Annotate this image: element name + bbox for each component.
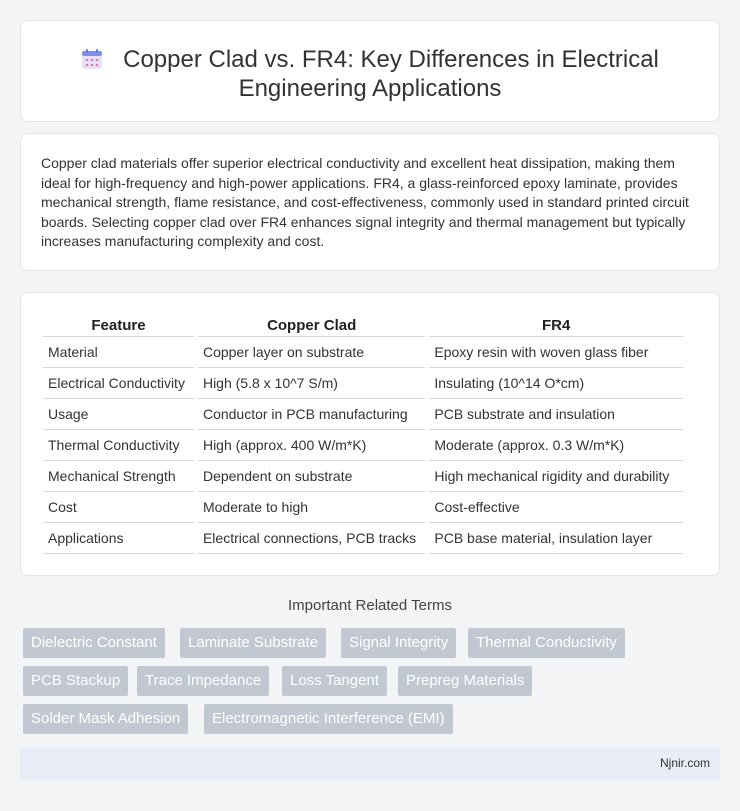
- cell-feature: Electrical Conductivity: [43, 368, 194, 399]
- calendar-icon: [81, 48, 103, 70]
- page-title-line-1: [21, 45, 719, 74]
- tag-emi[interactable]: Electromagnetic Interference (EMI): [204, 704, 453, 734]
- tag-laminate-substrate[interactable]: Laminate Substrate: [180, 628, 326, 658]
- header-copper-clad: Copper Clad: [198, 315, 425, 337]
- cell-fr4: Epoxy resin with woven glass fiber: [429, 337, 683, 368]
- cell-fr4: Insulating (10^14 O*cm): [429, 368, 683, 399]
- table-row: [43, 461, 683, 492]
- tag-loss-tangent[interactable]: Loss Tangent: [282, 666, 387, 696]
- header-feature: Feature: [43, 315, 194, 337]
- footer-site-link[interactable]: Njnir.com: [659, 756, 710, 770]
- cell-feature: Thermal Conductivity: [43, 430, 194, 461]
- cell-fr4: Cost-effective: [429, 492, 683, 523]
- cell-fr4: High mechanical rigidity and durability: [429, 461, 683, 492]
- cell-fr4: Moderate (approx. 0.3 W/m*K): [429, 430, 683, 461]
- comparison-table: [43, 315, 683, 554]
- table-row: [43, 430, 683, 461]
- table-row: [43, 399, 683, 430]
- cell-copper-clad: Moderate to high: [198, 492, 425, 523]
- tag-dielectric-constant[interactable]: Dielectric Constant: [23, 628, 165, 658]
- page-title-line-2: Engineering Applications: [238, 75, 502, 102]
- tag-solder-mask-adhesion[interactable]: Solder Mask Adhesion: [23, 704, 188, 734]
- comparison-table-card: [20, 292, 720, 576]
- cell-copper-clad: Conductor in PCB manufacturing: [198, 399, 425, 430]
- cell-fr4: PCB substrate and insulation: [429, 399, 683, 430]
- footer: [20, 747, 720, 781]
- cell-feature: Mechanical Strength: [43, 461, 194, 492]
- title-card: [20, 20, 720, 122]
- cell-copper-clad: Electrical connections, PCB tracks: [198, 523, 425, 554]
- cell-feature: Usage: [43, 399, 194, 430]
- cell-feature: Cost: [43, 492, 194, 523]
- summary-text: Copper clad materials offer superior electrical conductivity and excellent heat dissipation, making them ideal for high-frequency and high-power applications. FR4, a glass-reinforced epoxy laminate, provides mechanical strength, flame resistance, and cost-effectiveness, commonly used in standard printed circuit boards. Selecting copper clad over FR4 enhances signal integrity and thermal management but typically increases manufacturing complexity and cost.: [41, 155, 689, 249]
- related-terms-title: Important Related Terms: [288, 597, 452, 614]
- summary-card: [20, 133, 720, 271]
- tag-thermal-conductivity[interactable]: Thermal Conductivity: [468, 628, 625, 658]
- cell-feature: Applications: [43, 523, 194, 554]
- cell-copper-clad: Dependent on substrate: [198, 461, 425, 492]
- tag-prepreg-materials[interactable]: Prepreg Materials: [398, 666, 532, 696]
- tag-trace-impedance[interactable]: Trace Impedance: [137, 666, 269, 696]
- page-title-wrap: [21, 45, 719, 103]
- cell-fr4: PCB base material, insulation layer: [429, 523, 683, 554]
- page-title-text-1: Copper Clad vs. FR4: Key Differences in Electrical: [123, 46, 659, 73]
- cell-copper-clad: High (5.8 x 10^7 S/m): [198, 368, 425, 399]
- cell-feature: Material: [43, 337, 194, 368]
- tag-pcb-stackup[interactable]: PCB Stackup: [23, 666, 128, 696]
- table-row: [43, 523, 683, 554]
- table-row: [43, 337, 683, 368]
- tag-signal-integrity[interactable]: Signal Integrity: [341, 628, 456, 658]
- cell-copper-clad: Copper layer on substrate: [198, 337, 425, 368]
- header-fr4: FR4: [429, 315, 683, 337]
- cell-copper-clad: High (approx. 400 W/m*K): [198, 430, 425, 461]
- table-row: [43, 492, 683, 523]
- table-header-row: [43, 315, 683, 337]
- table-row: [43, 368, 683, 399]
